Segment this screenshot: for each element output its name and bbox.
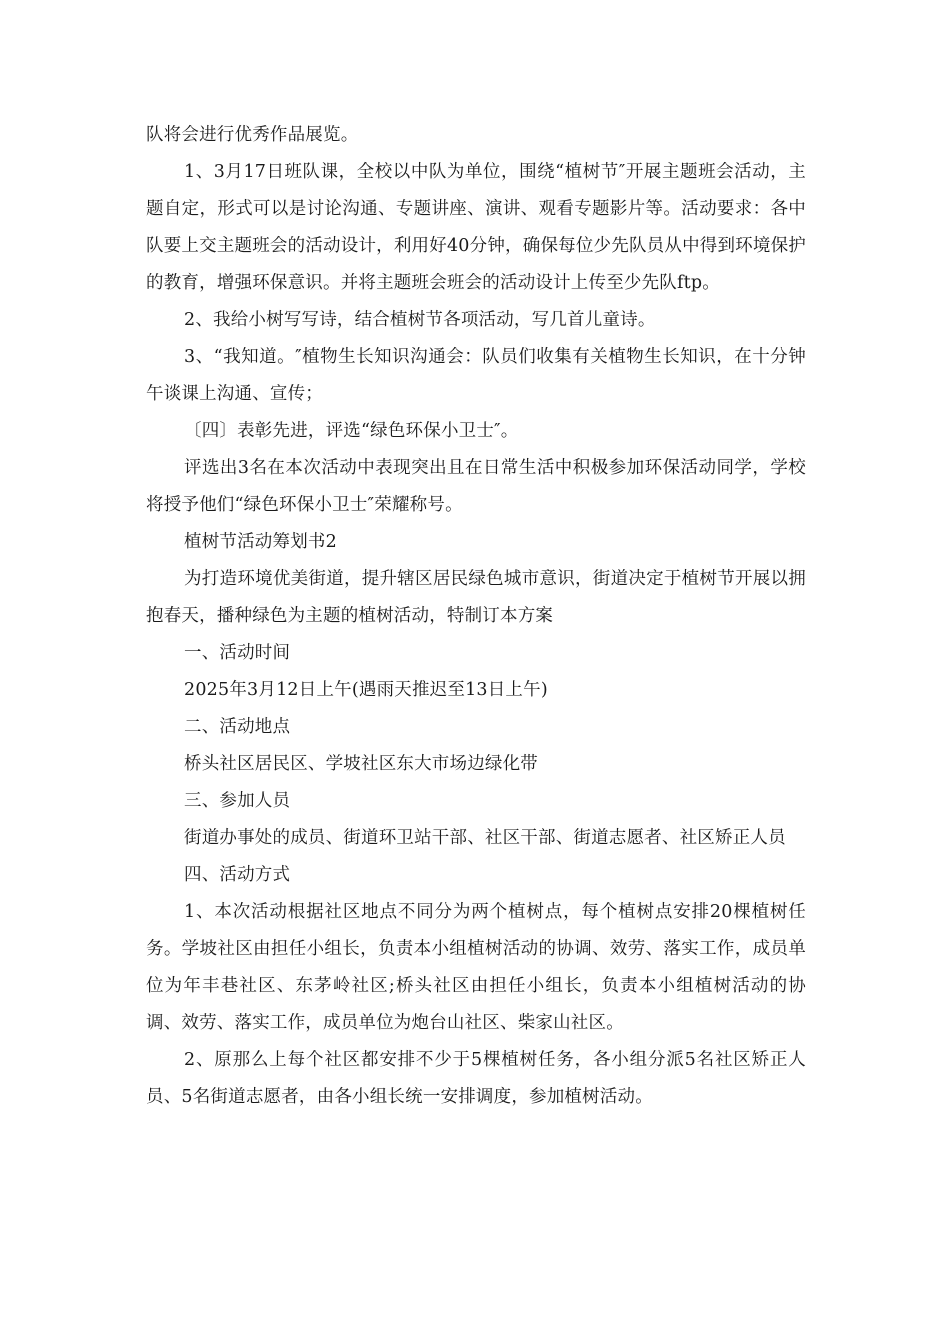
paragraph-award-details: 评选出3名在本次活动中表现突出且在日常生活中积极参加环保活动同学，学校将授予他们“绿色环保小卫士″荣耀称号。 bbox=[146, 458, 806, 515]
paragraph-activity-location: 桥头社区居民区、学坡社区东大市场边绿化带 bbox=[184, 754, 538, 774]
paragraph-section-4-awards: 〔四〕表彰先进，评选“绿色环保小卫士″。 bbox=[184, 421, 519, 441]
paragraph-item-3-knowledge: 3、“我知道。″植物生长知识沟通会：队员们收集有关植物生长知识，在十分钟午谈课上沟通、宣传； bbox=[146, 347, 806, 404]
heading-activity-time: 一、活动时间 bbox=[184, 643, 291, 663]
paragraph-method-2: 2、原那么上每个社区都安排不少于5棵植树任务，各小组分派5名社区矫正人员、5名街道志愿者，由各小组长统一安排调度，参加植树活动。 bbox=[146, 1050, 806, 1107]
document-page bbox=[146, 117, 806, 1116]
paragraph-intro: 为打造环境优美街道，提升辖区居民绿色城市意识，街道决定于植树节开展以拥抱春天，播种绿色为主题的植树活动，特制订本方案 bbox=[146, 569, 806, 626]
heading-participants: 三、参加人员 bbox=[184, 791, 291, 811]
paragraph-item-1-class-meeting: 1、3月17日班队课，全校以中队为单位，围绕“植树节″开展主题班会活动，主题自定，形式可以是讨论沟通、专题讲座、演讲、观看专题影片等。活动要求：各中队要上交主题班会的活动设计，利用好40分钟，确保每位少先队员从中得到环境保护的教育，增强环保意识。并将主题班会班会的活动设计上传至少先队ftp。 bbox=[146, 162, 806, 293]
paragraph-method-1: 1、本次活动根据社区地点不同分为两个植树点，每个植树点安排20棵植树任务。学坡社区由担任小组长，负责本小组植树活动的协调、效劳、落实工作，成员单位为年丰巷社区、东茅岭社区;桥头社区由担任小组长，负责本小组植树活动的协调、效劳、落实工作，成员单位为炮台山社区、柴家山社区。 bbox=[146, 902, 806, 1033]
paragraph-item-2-poems: 2、我给小树写写诗，结合植树节各项活动，写几首儿童诗。 bbox=[184, 310, 656, 330]
paragraph-participants: 街道办事处的成员、街道环卫站干部、社区干部、街道志愿者、社区矫正人员 bbox=[184, 828, 786, 848]
heading-activity-location: 二、活动地点 bbox=[184, 717, 291, 737]
paragraph-activity-time: 2025年3月12日上午(遇雨天推迟至13日上午) bbox=[184, 680, 548, 700]
paragraph-continuation: 队将会进行优秀作品展览。 bbox=[146, 125, 359, 145]
document-subtitle: 植树节活动筹划书2 bbox=[184, 532, 337, 552]
heading-activity-method: 四、活动方式 bbox=[184, 865, 291, 885]
